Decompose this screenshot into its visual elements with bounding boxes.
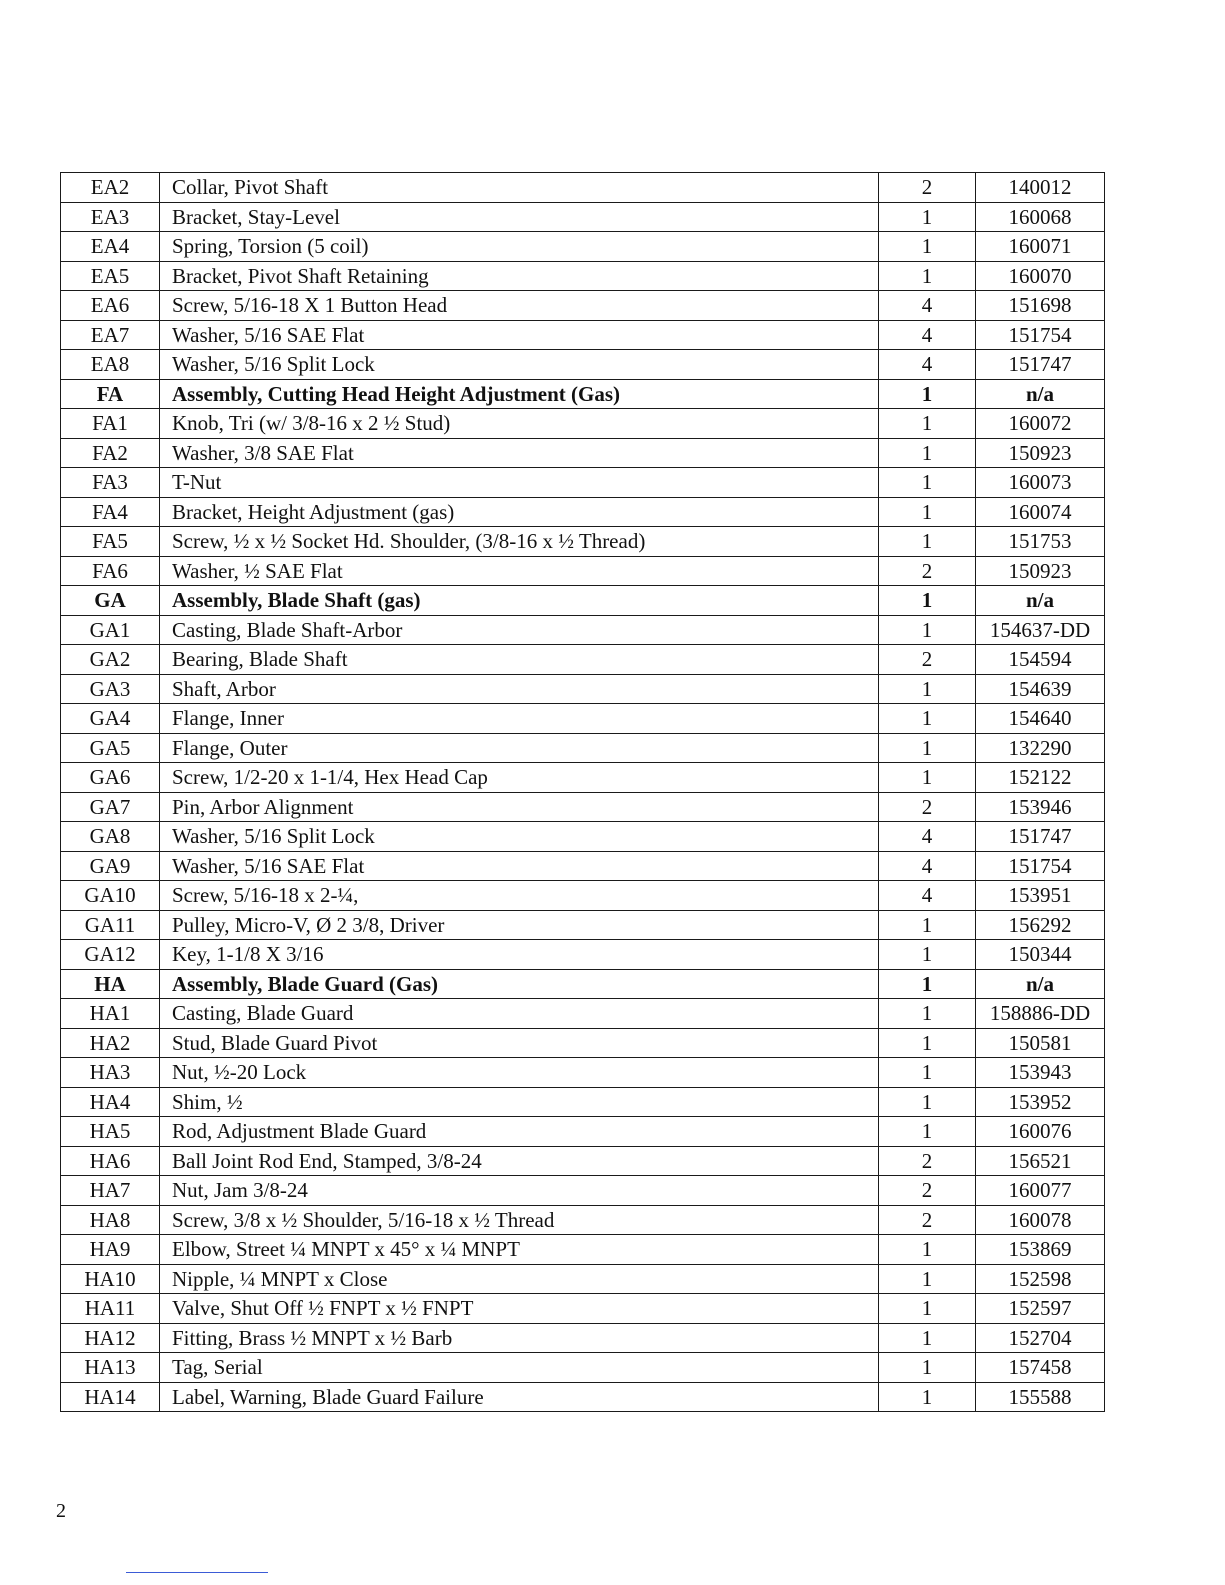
item-id-cell: EA6 [61, 291, 160, 321]
description-cell: Shaft, Arbor [160, 674, 879, 704]
table-row [61, 409, 1105, 439]
part-number-cell: 152704 [976, 1323, 1105, 1353]
table-row [61, 497, 1105, 527]
item-id-cell: EA8 [61, 350, 160, 380]
footer-rule [126, 1572, 268, 1573]
description-cell: Collar, Pivot Shaft [160, 173, 879, 203]
quantity-cell: 2 [879, 1176, 976, 1206]
item-id-cell: FA6 [61, 556, 160, 586]
part-number-cell: 150923 [976, 438, 1105, 468]
table-row [61, 1058, 1105, 1088]
quantity-cell: 1 [879, 763, 976, 793]
part-number-cell: n/a [976, 379, 1105, 409]
description-cell: Flange, Outer [160, 733, 879, 763]
description-cell: Washer, ½ SAE Flat [160, 556, 879, 586]
assembly-header-row [61, 586, 1105, 616]
item-id-cell: HA13 [61, 1353, 160, 1383]
item-id-cell: GA8 [61, 822, 160, 852]
quantity-cell: 1 [879, 969, 976, 999]
item-id-cell: GA [61, 586, 160, 616]
description-cell: Screw, 3/8 x ½ Shoulder, 5/16-18 x ½ Thread [160, 1205, 879, 1235]
item-id-cell: HA10 [61, 1264, 160, 1294]
quantity-cell: 4 [879, 822, 976, 852]
table-row [61, 615, 1105, 645]
item-id-cell: HA4 [61, 1087, 160, 1117]
description-cell: Washer, 5/16 SAE Flat [160, 851, 879, 881]
table-row [61, 1353, 1105, 1383]
item-id-cell: HA9 [61, 1235, 160, 1265]
part-number-cell: 155588 [976, 1382, 1105, 1412]
table-row [61, 940, 1105, 970]
part-number-cell: 151753 [976, 527, 1105, 557]
table-row [61, 674, 1105, 704]
item-id-cell: FA3 [61, 468, 160, 498]
item-id-cell: GA5 [61, 733, 160, 763]
table-row [61, 1205, 1105, 1235]
description-cell: Bracket, Stay-Level [160, 202, 879, 232]
quantity-cell: 1 [879, 1028, 976, 1058]
description-cell: Bracket, Pivot Shaft Retaining [160, 261, 879, 291]
item-id-cell: FA [61, 379, 160, 409]
description-cell: Screw, ½ x ½ Socket Hd. Shoulder, (3/8-16 x ½ Thread) [160, 527, 879, 557]
item-id-cell: GA1 [61, 615, 160, 645]
description-cell: Elbow, Street ¼ MNPT x 45° x ¼ MNPT [160, 1235, 879, 1265]
table-row [61, 527, 1105, 557]
part-number-cell: 154640 [976, 704, 1105, 734]
quantity-cell: 1 [879, 1353, 976, 1383]
description-cell: Ball Joint Rod End, Stamped, 3/8-24 [160, 1146, 879, 1176]
part-number-cell: 153952 [976, 1087, 1105, 1117]
description-cell: Casting, Blade Guard [160, 999, 879, 1029]
description-cell: Valve, Shut Off ½ FNPT x ½ FNPT [160, 1294, 879, 1324]
part-number-cell: 153946 [976, 792, 1105, 822]
table-row [61, 851, 1105, 881]
quantity-cell: 2 [879, 1205, 976, 1235]
description-cell: Nut, Jam 3/8-24 [160, 1176, 879, 1206]
table-row [61, 881, 1105, 911]
parts-list-table [60, 172, 1105, 1412]
table-row [61, 1264, 1105, 1294]
item-id-cell: HA2 [61, 1028, 160, 1058]
description-cell: Washer, 5/16 Split Lock [160, 350, 879, 380]
part-number-cell: n/a [976, 586, 1105, 616]
page-number: 2 [56, 1500, 66, 1522]
part-number-cell: 160073 [976, 468, 1105, 498]
description-cell: Key, 1-1/8 X 3/16 [160, 940, 879, 970]
part-number-cell: 132290 [976, 733, 1105, 763]
part-number-cell: 150344 [976, 940, 1105, 970]
table-row [61, 763, 1105, 793]
part-number-cell: 151754 [976, 320, 1105, 350]
description-cell: Label, Warning, Blade Guard Failure [160, 1382, 879, 1412]
part-number-cell: 160078 [976, 1205, 1105, 1235]
quantity-cell: 4 [879, 350, 976, 380]
quantity-cell: 1 [879, 1323, 976, 1353]
description-cell: Screw, 5/16-18 X 1 Button Head [160, 291, 879, 321]
table-row [61, 822, 1105, 852]
item-id-cell: HA6 [61, 1146, 160, 1176]
table-row [61, 1235, 1105, 1265]
quantity-cell: 2 [879, 173, 976, 203]
description-cell: Bracket, Height Adjustment (gas) [160, 497, 879, 527]
description-cell: Pulley, Micro-V, Ø 2 3/8, Driver [160, 910, 879, 940]
item-id-cell: GA3 [61, 674, 160, 704]
part-number-cell: 160077 [976, 1176, 1105, 1206]
table-row [61, 1028, 1105, 1058]
assembly-header-row [61, 379, 1105, 409]
item-id-cell: HA14 [61, 1382, 160, 1412]
table-row [61, 1087, 1105, 1117]
item-id-cell: GA7 [61, 792, 160, 822]
item-id-cell: HA8 [61, 1205, 160, 1235]
parts-list-body [61, 173, 1105, 1412]
quantity-cell: 1 [879, 674, 976, 704]
table-row [61, 320, 1105, 350]
description-cell: Nut, ½-20 Lock [160, 1058, 879, 1088]
quantity-cell: 1 [879, 232, 976, 262]
table-row [61, 1323, 1105, 1353]
table-row [61, 232, 1105, 262]
item-id-cell: GA4 [61, 704, 160, 734]
quantity-cell: 4 [879, 851, 976, 881]
item-id-cell: FA2 [61, 438, 160, 468]
part-number-cell: 154637-DD [976, 615, 1105, 645]
item-id-cell: EA4 [61, 232, 160, 262]
part-number-cell: 150581 [976, 1028, 1105, 1058]
description-cell: Screw, 5/16-18 x 2-¼, [160, 881, 879, 911]
item-id-cell: GA6 [61, 763, 160, 793]
table-row [61, 1146, 1105, 1176]
quantity-cell: 1 [879, 1235, 976, 1265]
item-id-cell: GA10 [61, 881, 160, 911]
item-id-cell: EA7 [61, 320, 160, 350]
part-number-cell: 160070 [976, 261, 1105, 291]
item-id-cell: GA9 [61, 851, 160, 881]
description-cell: Washer, 5/16 SAE Flat [160, 320, 879, 350]
quantity-cell: 1 [879, 940, 976, 970]
item-id-cell: HA11 [61, 1294, 160, 1324]
description-cell: Flange, Inner [160, 704, 879, 734]
item-id-cell: FA5 [61, 527, 160, 557]
quantity-cell: 1 [879, 1117, 976, 1147]
quantity-cell: 2 [879, 792, 976, 822]
part-number-cell: 150923 [976, 556, 1105, 586]
description-cell: Fitting, Brass ½ MNPT x ½ Barb [160, 1323, 879, 1353]
table-row [61, 792, 1105, 822]
part-number-cell: 157458 [976, 1353, 1105, 1383]
part-number-cell: 151747 [976, 350, 1105, 380]
table-row [61, 350, 1105, 380]
description-cell: Shim, ½ [160, 1087, 879, 1117]
quantity-cell: 4 [879, 320, 976, 350]
quantity-cell: 1 [879, 733, 976, 763]
quantity-cell: 1 [879, 438, 976, 468]
description-cell: Casting, Blade Shaft-Arbor [160, 615, 879, 645]
quantity-cell: 1 [879, 1087, 976, 1117]
description-cell: Washer, 3/8 SAE Flat [160, 438, 879, 468]
item-id-cell: FA1 [61, 409, 160, 439]
description-cell: Washer, 5/16 Split Lock [160, 822, 879, 852]
description-cell: Knob, Tri (w/ 3/8-16 x 2 ½ Stud) [160, 409, 879, 439]
part-number-cell: 153951 [976, 881, 1105, 911]
table-row [61, 291, 1105, 321]
quantity-cell: 1 [879, 1058, 976, 1088]
description-cell: Bearing, Blade Shaft [160, 645, 879, 675]
quantity-cell: 1 [879, 586, 976, 616]
part-number-cell: 152598 [976, 1264, 1105, 1294]
table-row [61, 733, 1105, 763]
part-number-cell: 156292 [976, 910, 1105, 940]
description-cell: Assembly, Blade Shaft (gas) [160, 586, 879, 616]
item-id-cell: GA2 [61, 645, 160, 675]
description-cell: Stud, Blade Guard Pivot [160, 1028, 879, 1058]
quantity-cell: 1 [879, 379, 976, 409]
description-cell: Spring, Torsion (5 coil) [160, 232, 879, 262]
quantity-cell: 4 [879, 291, 976, 321]
quantity-cell: 1 [879, 409, 976, 439]
description-cell: T-Nut [160, 468, 879, 498]
quantity-cell: 1 [879, 261, 976, 291]
part-number-cell: 154594 [976, 645, 1105, 675]
quantity-cell: 1 [879, 468, 976, 498]
table-row [61, 645, 1105, 675]
quantity-cell: 1 [879, 704, 976, 734]
quantity-cell: 1 [879, 1264, 976, 1294]
quantity-cell: 1 [879, 999, 976, 1029]
part-number-cell: 160072 [976, 409, 1105, 439]
item-id-cell: HA1 [61, 999, 160, 1029]
quantity-cell: 1 [879, 527, 976, 557]
quantity-cell: 2 [879, 556, 976, 586]
part-number-cell: n/a [976, 969, 1105, 999]
item-id-cell: GA11 [61, 910, 160, 940]
item-id-cell: EA2 [61, 173, 160, 203]
quantity-cell: 2 [879, 645, 976, 675]
assembly-header-row [61, 969, 1105, 999]
table-row [61, 173, 1105, 203]
table-row [61, 556, 1105, 586]
table-row [61, 999, 1105, 1029]
part-number-cell: 154639 [976, 674, 1105, 704]
description-cell: Tag, Serial [160, 1353, 879, 1383]
part-number-cell: 153943 [976, 1058, 1105, 1088]
table-row [61, 1382, 1105, 1412]
table-row [61, 1176, 1105, 1206]
quantity-cell: 4 [879, 881, 976, 911]
part-number-cell: 160068 [976, 202, 1105, 232]
part-number-cell: 160071 [976, 232, 1105, 262]
table-row [61, 704, 1105, 734]
table-row [61, 1294, 1105, 1324]
description-cell: Pin, Arbor Alignment [160, 792, 879, 822]
quantity-cell: 1 [879, 497, 976, 527]
part-number-cell: 151698 [976, 291, 1105, 321]
item-id-cell: EA5 [61, 261, 160, 291]
quantity-cell: 2 [879, 1146, 976, 1176]
part-number-cell: 151754 [976, 851, 1105, 881]
item-id-cell: HA12 [61, 1323, 160, 1353]
item-id-cell: HA3 [61, 1058, 160, 1088]
description-cell: Assembly, Cutting Head Height Adjustment (Gas) [160, 379, 879, 409]
quantity-cell: 1 [879, 1294, 976, 1324]
table-row [61, 910, 1105, 940]
item-id-cell: HA7 [61, 1176, 160, 1206]
table-row [61, 438, 1105, 468]
part-number-cell: 160076 [976, 1117, 1105, 1147]
part-number-cell: 151747 [976, 822, 1105, 852]
item-id-cell: GA12 [61, 940, 160, 970]
part-number-cell: 158886-DD [976, 999, 1105, 1029]
item-id-cell: FA4 [61, 497, 160, 527]
part-number-cell: 156521 [976, 1146, 1105, 1176]
description-cell: Screw, 1/2-20 x 1-1/4, Hex Head Cap [160, 763, 879, 793]
part-number-cell: 160074 [976, 497, 1105, 527]
item-id-cell: HA5 [61, 1117, 160, 1147]
table-row [61, 261, 1105, 291]
item-id-cell: EA3 [61, 202, 160, 232]
part-number-cell: 152597 [976, 1294, 1105, 1324]
item-id-cell: HA [61, 969, 160, 999]
part-number-cell: 152122 [976, 763, 1105, 793]
part-number-cell: 153869 [976, 1235, 1105, 1265]
table-row [61, 1117, 1105, 1147]
table-row [61, 468, 1105, 498]
part-number-cell: 140012 [976, 173, 1105, 203]
description-cell: Nipple, ¼ MNPT x Close [160, 1264, 879, 1294]
description-cell: Assembly, Blade Guard (Gas) [160, 969, 879, 999]
description-cell: Rod, Adjustment Blade Guard [160, 1117, 879, 1147]
table-row [61, 202, 1105, 232]
quantity-cell: 1 [879, 202, 976, 232]
quantity-cell: 1 [879, 1382, 976, 1412]
quantity-cell: 1 [879, 910, 976, 940]
quantity-cell: 1 [879, 615, 976, 645]
